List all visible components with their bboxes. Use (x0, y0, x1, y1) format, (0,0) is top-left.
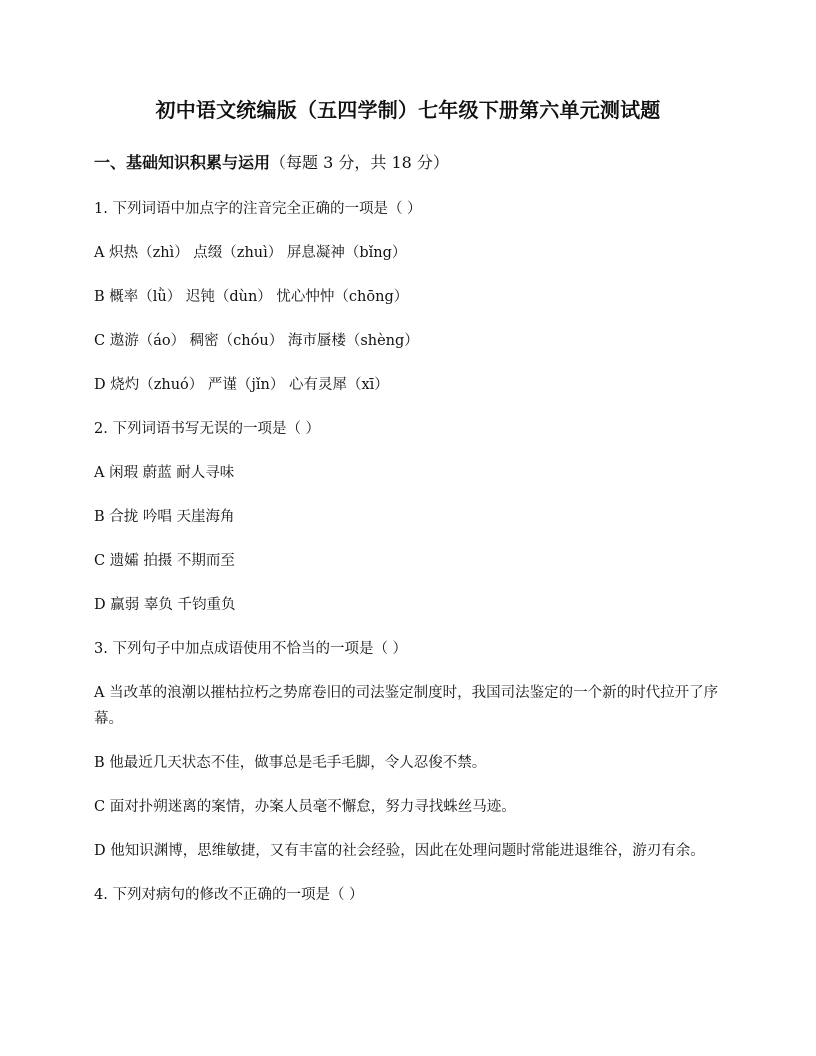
question-3-stem: 3. 下列句子中加点成语使用不恰当的一项是（ ） (94, 641, 408, 657)
question-1-option-c: C 遨游（áo） 稠密（chóu） 海市蜃楼（shèng） (94, 333, 419, 349)
question-3-option-c: C 面对扑朔迷离的案情，办案人员毫不懈怠，努力寻找蛛丝马迹。 (94, 799, 516, 815)
question-2-stem: 2. 下列词语书写无误的一项是（ ） (94, 421, 321, 437)
question-3-option-d: D 他知识渊博，思维敏捷，又有丰富的社会经验，因此在处理问题时常能进退维谷，游刃有余。 (94, 843, 705, 859)
section-score-note: （每题 3 分，共 18 分） (270, 153, 449, 172)
question-2-option-d: D 赢弱 辜负 千钧重负 (94, 597, 236, 613)
question-1-stem: 1. 下列词语中加点字的注音完全正确的一项是（ ） (94, 201, 422, 217)
question-4-stem: 4. 下列对病句的修改不正确的一项是（ ） (94, 887, 364, 903)
question-1-option-d: D 烧灼（zhuó） 严谨（jǐn） 心有灵犀（xī） (94, 377, 389, 393)
question-2-option-b: B 合拢 吟唱 天崖海角 (94, 509, 235, 525)
question-list (94, 196, 724, 926)
question-2-option-c: C 遗孀 拍摄 不期而至 (94, 553, 235, 569)
question-2-option-a: A 闲瑕 蔚蓝 耐人寻味 (94, 465, 235, 481)
section-heading (94, 150, 449, 173)
document-title: 初中语文统编版（五四学制）七年级下册第六单元测试题 (155, 98, 661, 122)
question-1-option-a: A 炽热（zhì） 点缀（zhuì） 屏息凝神（bǐng） (94, 245, 407, 261)
question-3-option-b: B 他最近几天状态不佳，做事总是毛手毛脚，令人忍俊不禁。 (94, 755, 487, 771)
question-3-option-a: A 当改革的浪潮以摧枯拉朽之势席卷旧的司法鉴定制度时，我国司法鉴定的一个新的时代拉开了序幕。 (94, 685, 719, 727)
section-heading-label: 一、基础知识积累与运用 (94, 153, 271, 172)
question-1-option-b: B 概率（lǜ） 迟钝（dùn） 忧心忡忡（chōng） (94, 289, 409, 305)
